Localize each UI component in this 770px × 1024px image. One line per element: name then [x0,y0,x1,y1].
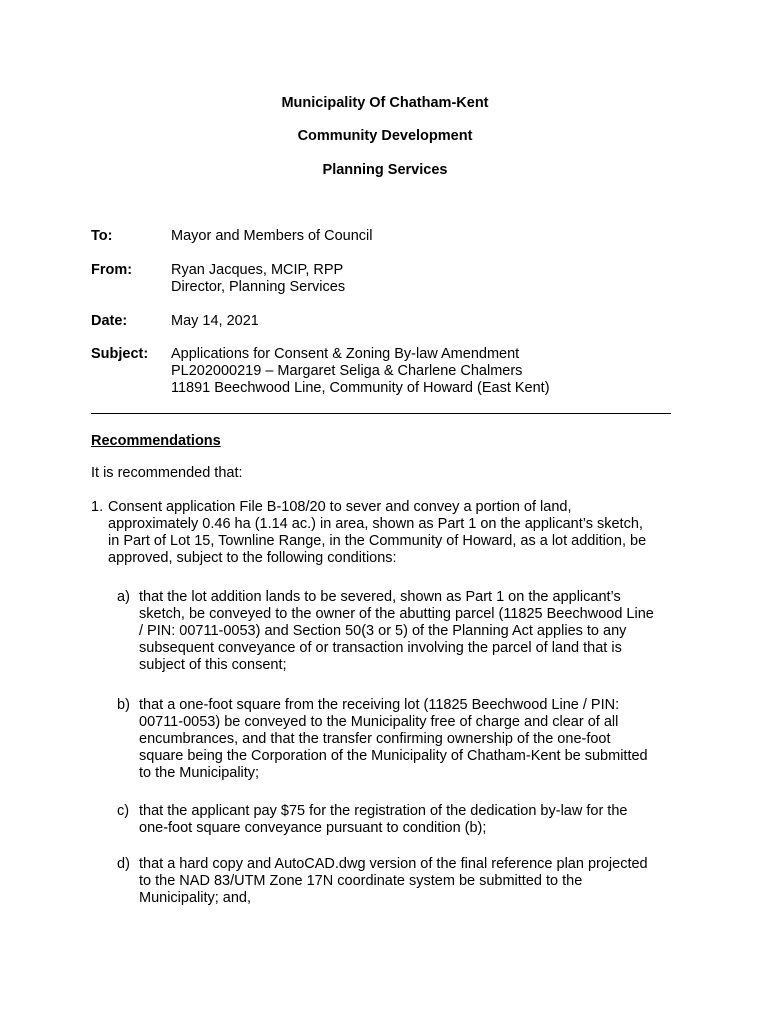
condition-letter: d) [117,856,130,872]
item-line: Consent application File B-108/20 to sever and convey a portion of land, [108,499,572,515]
item-line: in Part of Lot 15, Townline Range, in the Community of Howard, as a lot addition, be [108,533,647,549]
condition-text [139,589,684,674]
condition-line: Municipality; and, [139,890,252,906]
condition-line: that the lot addition lands to be severed, shown as Part 1 on the applicant’s [139,589,621,605]
condition-letter: c) [117,803,130,819]
recommendations-intro: It is recommended that: [91,465,243,481]
condition-line: subsequent conveyance of or transaction involving the parcel of land that is [139,640,622,656]
from-name: Ryan Jacques, MCIP, RPP [171,262,344,278]
to-value: Mayor and Members of Council [171,228,373,244]
from-label: From: [91,262,133,278]
condition-line: sketch, be conveyed to the owner of the abutting parcel (11825 Beechwood Line [139,606,654,622]
condition-text [139,856,684,907]
item-line: approximately 0.46 ha (1.14 ac.) in area, shown as Part 1 on the applicant’s sketch, [108,516,643,532]
condition-line: square being the Corporation of the Municipality of Chatham-Kent be submitted [139,748,648,764]
divider-line [91,413,671,414]
condition-line: subject of this consent; [139,657,287,673]
condition-line: / PIN: 00711-0053) and Section 50(3 or 5) of the Planning Act applies to any [139,623,627,639]
to-label: To: [91,228,113,244]
division-title: Planning Services [322,162,448,178]
date-label: Date: [91,313,128,329]
condition-line: 00711-0053) be conveyed to the Municipality free of charge and clear of all [139,714,619,730]
item-line: approved, subject to the following conditions: [108,550,397,566]
condition-line: encumbrances, and that the transfer confirming ownership of the one-foot [139,731,611,747]
recommendations-heading: Recommendations [91,433,221,449]
condition-line: one-foot square conveyance pursuant to condition (b); [139,820,487,836]
condition-line: that a hard copy and AutoCAD.dwg version of the final reference plan projected [139,856,648,872]
subject-label: Subject: [91,346,149,362]
condition-line: that a one-foot square from the receiving lot (11825 Beechwood Line / PIN: [139,697,620,713]
condition-text [139,697,684,782]
from-title: Director, Planning Services [171,279,346,295]
condition-line: that the applicant pay $75 for the registration of the dedication by-law for the [139,803,628,819]
item-number: 1. [91,499,104,515]
condition-line: to the Municipality; [139,765,260,781]
municipality-title: Municipality Of Chatham-Kent [281,95,489,111]
department-title: Community Development [297,128,473,144]
date-value: May 14, 2021 [171,313,259,329]
condition-line: to the NAD 83/UTM Zone 17N coordinate system be submitted to the [139,873,583,889]
subject-line-1: Applications for Consent & Zoning By-law Amendment [171,346,520,362]
subject-line-2: PL202000219 – Margaret Seliga & Charlene Chalmers [171,363,523,379]
condition-letter: b) [117,697,130,713]
condition-letter: a) [117,589,130,605]
condition-text [139,803,684,837]
subject-line-3: 11891 Beechwood Line, Community of Howard (East Kent) [171,380,550,396]
item-text [108,499,668,567]
